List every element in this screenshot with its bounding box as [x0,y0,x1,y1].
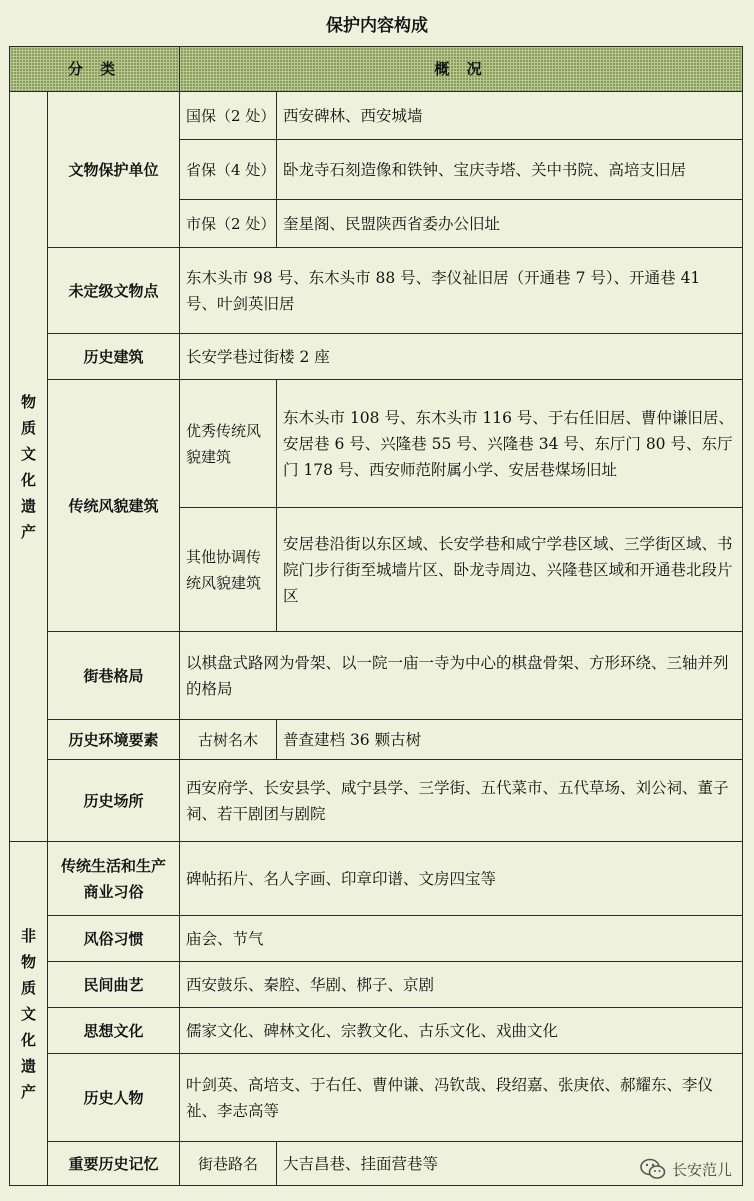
category-historical-figures: 历史人物 [48,1054,180,1142]
detail-street-pattern: 以棋盘式路网为骨架、以一院一庙一寺为中心的棋盘骨架、方形环绕、三轴并列的格局 [180,632,743,720]
detail-historical-figures: 叶剑英、高培支、于右任、曹仲谦、冯钦哉、段绍嘉、张庚依、郝耀东、李仪祉、李志高等 [180,1054,743,1142]
category-places: 历史场所 [48,760,180,842]
detail-thought-culture: 儒家文化、碑林文化、宗教文化、古乐文化、戏曲文化 [180,1008,743,1054]
detail-unranked: 东木头市 98 号、东木头市 88 号、李仪祉旧居（开通巷 7 号）、开通巷 41 号、叶剑英旧居 [180,248,743,334]
protection-table [9,46,743,1186]
detail-places: 西安府学、长安县学、咸宁县学、三学街、五代菜市、五代草场、刘公祠、董子祠、若干剧团与剧院 [180,760,743,842]
table-row [10,1054,743,1142]
category-traditional-style: 传统风貌建筑 [48,380,180,632]
watermark [640,1156,732,1182]
detail-national: 西安碑林、西安城墙 [277,92,743,140]
detail-folk-customs: 庙会、节气 [180,916,743,962]
category-folk-arts: 民间曲艺 [48,962,180,1008]
page-title: 保护内容构成 [326,16,428,36]
table-row [10,1142,743,1186]
table-row [10,632,743,720]
type-excellent: 优秀传统风貌建筑 [180,380,277,508]
table-row [10,916,743,962]
detail-provincial: 卧龙寺石刻造像和铁钟、宝庆寺塔、关中书院、高培支旧居 [277,140,743,200]
detail-historical-memory: 大吉昌巷、挂面营巷等 [277,1142,743,1186]
detail-customs-commerce: 碑帖拓片、名人字画、印章印谱、文房四宝等 [180,842,743,916]
category-street-pattern: 街巷格局 [48,632,180,720]
detail-historic-buildings: 长安学巷过街楼 2 座 [180,334,743,380]
detail-environment: 普查建档 36 颗古树 [277,720,743,760]
wechat-icon [640,1158,666,1180]
category-environment: 历史环境要素 [48,720,180,760]
type-street-names: 街巷路名 [180,1142,277,1186]
level-municipal: 市保（2 处） [180,200,277,248]
table-row [10,334,743,380]
level-national: 国保（2 处） [180,92,277,140]
category-thought-culture: 思想文化 [48,1008,180,1054]
watermark-text: 长安范儿 [671,1160,732,1179]
group-intangible: 非物质文化遗产 [10,842,48,1186]
level-provincial: 省保（4 处） [180,140,277,200]
table-row [10,248,743,334]
category-customs-commerce: 传统生活和生产商业习俗 [48,842,180,916]
category-unranked: 未定级文物点 [48,248,180,334]
header-overview: 概 况 [180,47,743,92]
table-row [10,842,743,916]
table-row [10,92,743,140]
type-other: 其他协调传统风貌建筑 [180,508,277,632]
detail-excellent: 东木头市 108 号、东木头市 116 号、于右任旧居、曹仲谦旧居、安居巷 6 号、兴隆巷 55 号、兴隆巷 34 号、东厅门 80 号、东厅门 178 号、西安师范附属小学、安居巷煤场旧址 [277,380,743,508]
category-folk-customs: 风俗习惯 [48,916,180,962]
category-historical-memory: 重要历史记忆 [48,1142,180,1186]
header-category: 分 类 [10,47,180,92]
table-row [10,1008,743,1054]
type-old-trees: 古树名木 [180,720,277,760]
detail-folk-arts: 西安鼓乐、秦腔、华剧、梆子、京剧 [180,962,743,1008]
category-cultural-units: 文物保护单位 [48,92,180,248]
table-row [10,720,743,760]
table-row [10,380,743,508]
group-tangible: 物质文化遗产 [10,92,48,842]
detail-municipal: 奎星阁、民盟陕西省委办公旧址 [277,200,743,248]
table-row [10,760,743,842]
detail-other: 安居巷沿街以东区域、长安学巷和咸宁学巷区域、三学街区域、书院门步行街至城墙片区、卧龙寺周边、兴隆巷区域和开通巷北段片区 [277,508,743,632]
table-header-row [10,47,743,92]
category-historic-buildings: 历史建筑 [48,334,180,380]
table-row [10,962,743,1008]
